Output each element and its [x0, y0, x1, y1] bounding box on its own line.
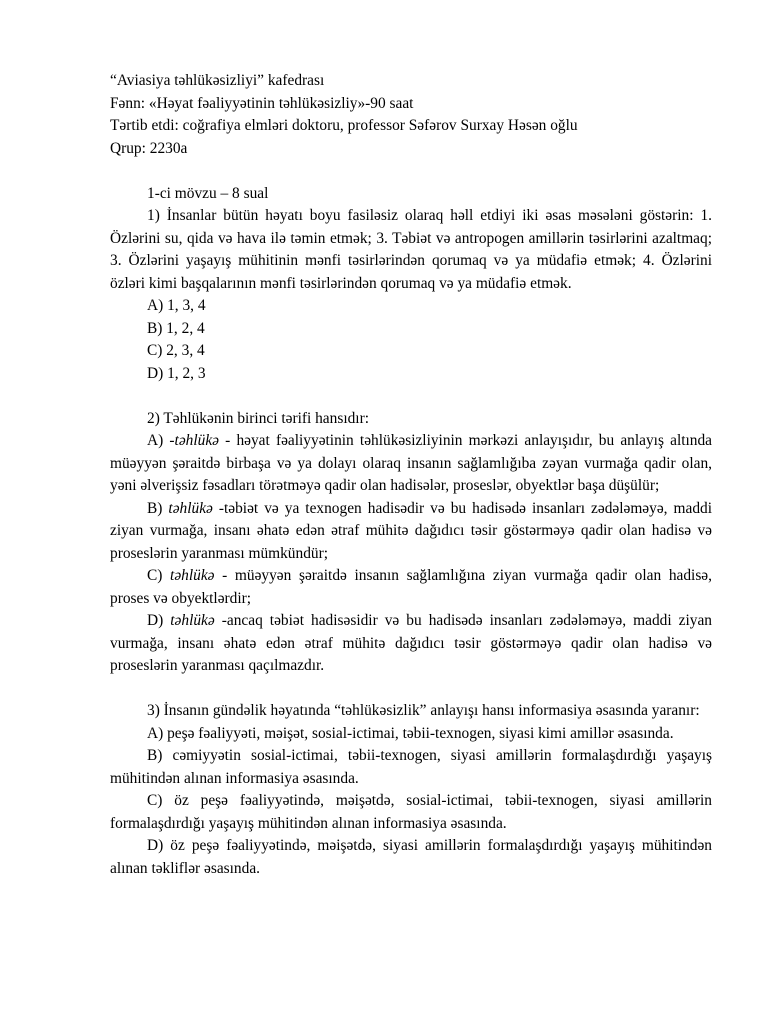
- spacer: [110, 160, 712, 183]
- department-line: “Aviasiya təhlükəsizliyi” kafedrası: [110, 72, 325, 89]
- question-1: 1) İnsanlar bütün həyatı boyu fasiləsiz olaraq həll etdiyi iki əsas məsələni göstərin: 1. Özlərini su, qida və hava ilə təmin etmək; 3. Təbiət və antropogen amillərin təsirlərini azaltmaq; 3. Özlərini yaşayış mühitinin mənfi təsirlərindən qorumaq və ya müdafiə etmək; 4. Özlərini özləri kimi başqalarının mənfi təsirlərindən qorumaq və ya müdafiə etmək.: [110, 207, 712, 292]
- q3-option-d: D) öz peşə fəaliyyətində, məişətdə, siyasi amillərin formalaşdırdığı yaşayış mühitindən alınan təkliflər əsasında.: [110, 837, 712, 877]
- q1-option-a: A) 1, 3, 4: [147, 297, 206, 314]
- q2-option-c: C) təhlükə - müəyyən şəraitdə insanın sağlamlığına ziyan vurmağa qadir olan hadisə, proses və obyektlərdir;: [110, 567, 712, 607]
- subject-line: Fənn: «Həyat fəaliyyətinin təhlükəsizliy»-90 saat: [110, 94, 414, 112]
- author-line: Tərtib etdi: coğrafiya elmləri doktoru, professor Səfərov Surxay Həsən oğlu: [110, 117, 578, 134]
- q3-option-a: A) peşə fəaliyyəti, məişət, sosial-ictimai, təbii-texnogen, siyasi kimi amillər əsasında.: [147, 724, 674, 742]
- spacer: [110, 385, 712, 408]
- q2-option-b: B) təhlükə -təbiət və ya texnogen hadisədir və bu hadisədə insanları zədələməyə, maddi ziyan vurmağa, insanı əhatə edən ətraf mühitə dağıdıcı təsir göstərməyə qadir olan hadisə və proseslərin yaranması mümkündür;: [110, 499, 712, 562]
- q1-option-b: B) 1, 2, 4: [147, 319, 205, 337]
- q3-option-c: C) öz peşə fəaliyyətində, məişətdə, sosial-ictimai, təbii-texnogen, siyasi amillərin formalaşdırdığı yaşayış mühitindən alınan informasiya əsasında.: [110, 792, 712, 832]
- q3-option-b: B) cəmiyyətin sosial-ictimai, təbii-texnogen, siyasi amillərin formalaşdırdığı yaşayış mühitindən alınan informasiya əsasında.: [110, 747, 712, 787]
- question-3: 3) İnsanın gündəlik həyatında “təhlükəsizlik” anlayışı hansı informasiya əsasında yaranır:: [147, 702, 700, 719]
- q2-option-d: D) təhlükə -ancaq təbiət hadisəsidir və bu hadisədə insanları zədələməyə, maddi ziyan vurmağa, insanı əhatə edən ətraf mühitə dağıdıcı təsir göstərməyə qadir olan hadisə və proseslərin yaranması qaçılmazdır.: [110, 612, 712, 674]
- group-line: Qrup: 2230a: [110, 139, 188, 157]
- topic-heading: 1-ci mövzu – 8 sual: [147, 184, 269, 202]
- q1-option-d: D) 1, 2, 3: [147, 364, 206, 382]
- q2-option-a: A) -təhlükə - həyat fəaliyyətinin təhlükəsizliyinin mərkəzi anlayışıdır, bu anlayış altında müəyyən şəraitdə birbaşa və ya dolayı olaraq insanın sağlamlığıba zəyan vurmağa qadir olan, yəni əlverişsiz fəsadları törətməyə qadir olan hadisələr, proseslər, obyektlər başa düşülür;: [110, 432, 712, 494]
- spacer: [110, 678, 712, 701]
- question-2: 2) Təhlükənin birinci tərifi hansıdır:: [147, 409, 369, 427]
- q1-option-c: C) 2, 3, 4: [147, 342, 205, 359]
